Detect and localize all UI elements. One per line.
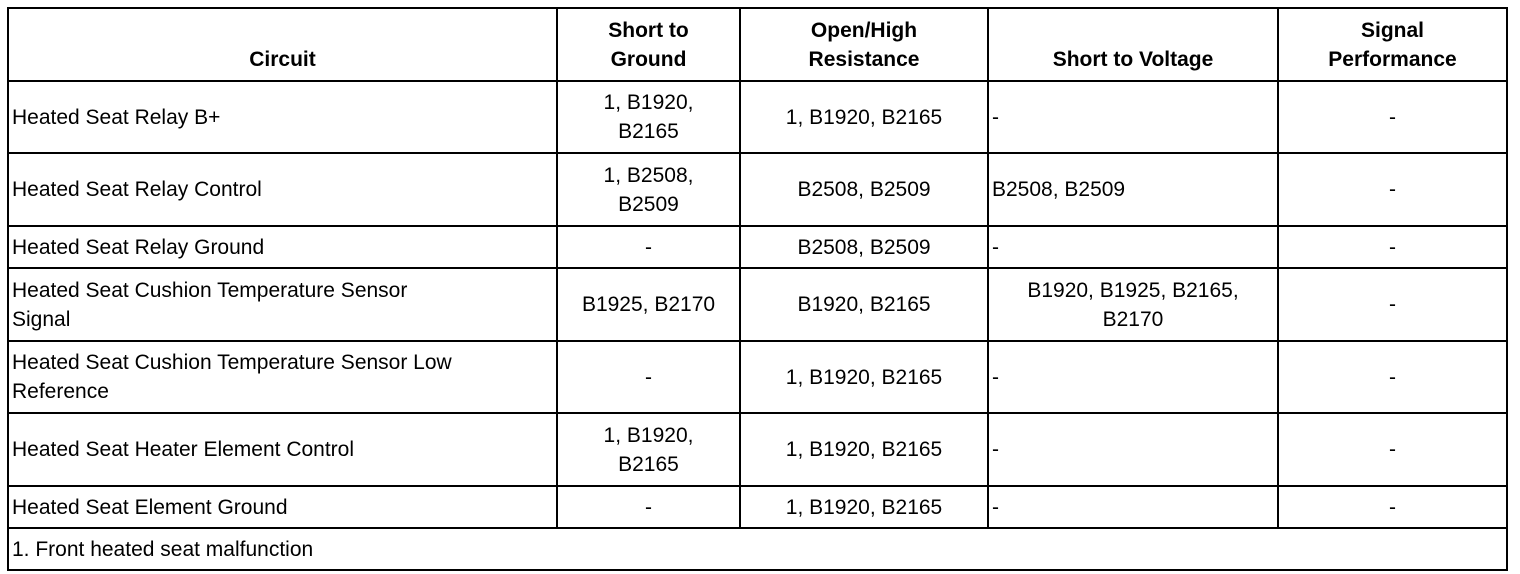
open-high-resistance-cell: 1, B1920, B2165 (740, 81, 988, 153)
signal-performance-cell: - (1278, 341, 1507, 413)
open-high-resistance-cell: B1920, B2165 (740, 268, 988, 341)
short-to-ground-cell: B1925, B2170 (557, 268, 740, 341)
open-high-resistance-cell: 1, B1920, B2165 (740, 341, 988, 413)
table-row (8, 153, 1507, 226)
footnote: 1. Front heated seat malfunction (8, 528, 1507, 570)
open-high-resistance-cell: B2508, B2509 (740, 226, 988, 268)
circuit-cell: Heated Seat Relay Control (8, 153, 557, 226)
short-to-ground-cell: 1, B2508, B2509 (557, 153, 740, 226)
short-to-voltage-cell: B2508, B2509 (988, 153, 1278, 226)
circuit-cell: Heated Seat Relay B+ (8, 81, 557, 153)
circuit-cell: Heated Seat Cushion Temperature Sensor Low Reference (8, 341, 557, 413)
circuit-cell: Heated Seat Element Ground (8, 486, 557, 528)
short-to-voltage-cell: - (988, 341, 1278, 413)
signal-performance-cell: - (1278, 81, 1507, 153)
header-short-to-ground: Short to Ground (557, 8, 740, 81)
circuit-cell: Heated Seat Cushion Temperature Sensor Signal (8, 268, 557, 341)
table-row (8, 341, 1507, 413)
signal-performance-cell: - (1278, 153, 1507, 226)
header-circuit: Circuit (8, 8, 557, 81)
table-row (8, 268, 1507, 341)
short-to-voltage-cell: - (988, 486, 1278, 528)
header-signal-performance: Signal Performance (1278, 8, 1507, 81)
table-row (8, 81, 1507, 153)
table-row (8, 413, 1507, 486)
table-header-row (8, 8, 1507, 81)
short-to-voltage-cell: B1920, B1925, B2165, B2170 (988, 268, 1278, 341)
signal-performance-cell: - (1278, 226, 1507, 268)
circuit-cell: Heated Seat Relay Ground (8, 226, 557, 268)
short-to-ground-cell: - (557, 226, 740, 268)
short-to-voltage-cell: - (988, 226, 1278, 268)
header-short-to-voltage: Short to Voltage (988, 8, 1278, 81)
header-open-high-resistance: Open/High Resistance (740, 8, 988, 81)
short-to-voltage-cell: - (988, 81, 1278, 153)
circuit-diagnostic-table (7, 7, 1508, 571)
signal-performance-cell: - (1278, 413, 1507, 486)
signal-performance-cell: - (1278, 486, 1507, 528)
short-to-ground-cell: 1, B1920, B2165 (557, 413, 740, 486)
short-to-voltage-cell: - (988, 413, 1278, 486)
open-high-resistance-cell: 1, B1920, B2165 (740, 486, 988, 528)
footnote-row (8, 528, 1507, 570)
open-high-resistance-cell: 1, B1920, B2165 (740, 413, 988, 486)
table-row (8, 226, 1507, 268)
open-high-resistance-cell: B2508, B2509 (740, 153, 988, 226)
circuit-cell: Heated Seat Heater Element Control (8, 413, 557, 486)
short-to-ground-cell: - (557, 341, 740, 413)
table-row (8, 486, 1507, 528)
short-to-ground-cell: 1, B1920, B2165 (557, 81, 740, 153)
short-to-ground-cell: - (557, 486, 740, 528)
signal-performance-cell: - (1278, 268, 1507, 341)
